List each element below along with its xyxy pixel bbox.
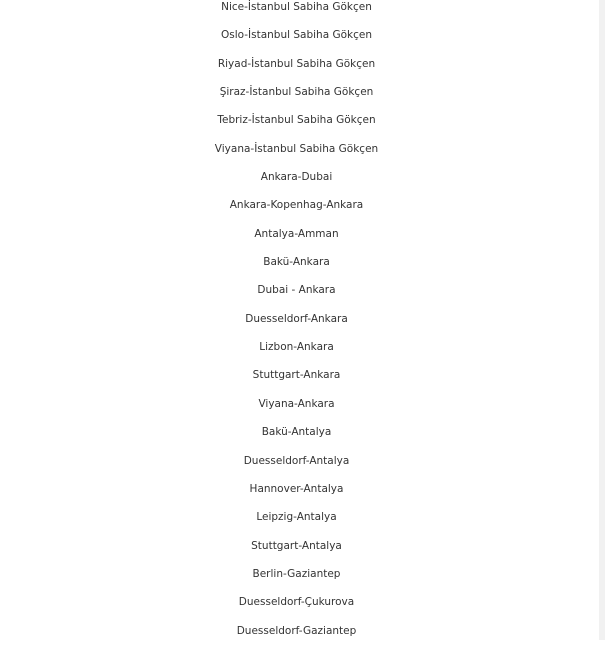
route-link[interactable]: Hannover-Antalya — [249, 482, 344, 495]
route-link[interactable]: Duesseldorf-Ankara — [245, 312, 348, 325]
route-link[interactable]: Oslo-İstanbul Sabiha Gökçen — [220, 29, 373, 42]
route-link[interactable]: Leipzig-Antalya — [256, 511, 337, 524]
route-link[interactable]: Stuttgart-Antalya — [251, 539, 342, 552]
route-link[interactable]: Bakü-Antalya — [261, 426, 332, 439]
route-link[interactable]: Lizbon-Ankara — [259, 341, 334, 354]
route-link[interactable]: Nice-İstanbul Sabiha Gökçen — [221, 1, 372, 13]
route-link[interactable]: Dubai - Ankara — [257, 284, 336, 297]
route-link[interactable]: Stuttgart-Ankara — [252, 369, 341, 382]
route-link[interactable]: Tebriz-İstanbul Sabiha Gökçen — [217, 114, 376, 127]
route-link[interactable]: Riyad-İstanbul Sabiha Gökçen — [217, 57, 376, 70]
route-link[interactable]: Bakü-Ankara — [263, 256, 330, 269]
route-link[interactable]: Viyana-İstanbul Sabiha Gökçen — [214, 142, 379, 155]
route-link[interactable]: Duesseldorf-Çukurova — [238, 596, 355, 609]
route-link[interactable]: Duesseldorf-Antalya — [243, 454, 350, 467]
route-link[interactable]: Ankara-Dubai — [260, 171, 333, 184]
route-link[interactable]: Viyana-Ankara — [258, 397, 335, 410]
route-link[interactable]: Ankara-Kopenhag-Ankara — [229, 199, 364, 212]
route-link[interactable]: Duesseldorf-Gaziantep — [236, 624, 357, 637]
route-link[interactable]: Berlin-Gaziantep — [252, 567, 341, 580]
route-link[interactable]: Antalya-Amman — [254, 227, 339, 240]
route-link[interactable]: Şiraz-İstanbul Sabiha Gökçen — [219, 86, 374, 99]
scrollbar-track[interactable] — [599, 0, 605, 640]
